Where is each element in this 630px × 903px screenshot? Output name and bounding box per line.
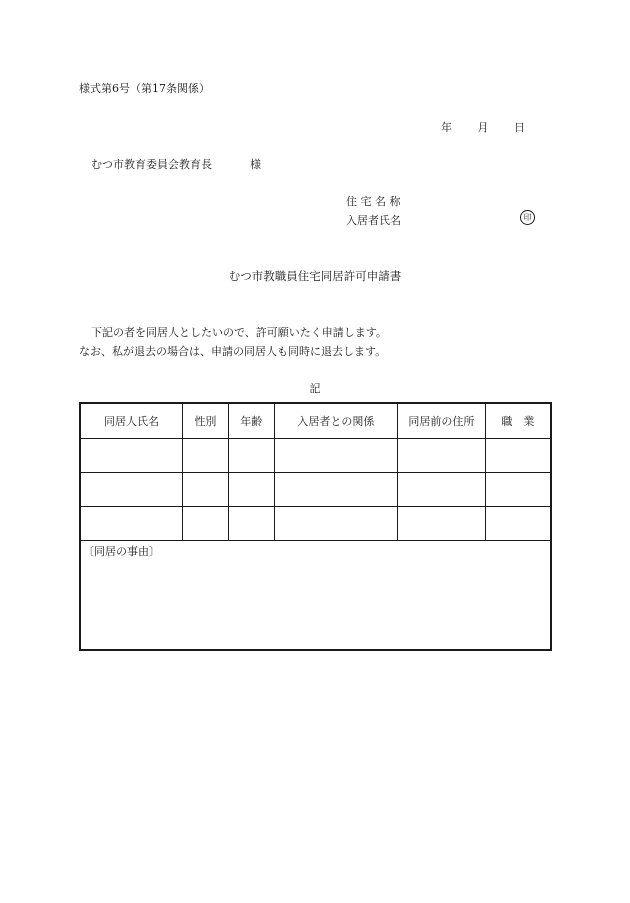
date-month-label: 月 <box>477 121 489 134</box>
header-cohabitant-name: 同居人氏名 <box>80 403 183 439</box>
cell-age[interactable] <box>228 473 274 507</box>
header-gender: 性別 <box>183 403 229 439</box>
form-number: 様式第6号（第17条関係） <box>79 82 210 95</box>
ki-heading: 記 <box>309 382 321 395</box>
cell-name[interactable] <box>80 473 183 507</box>
cell-relationship[interactable] <box>274 473 397 507</box>
table-row <box>80 439 551 473</box>
cell-gender[interactable] <box>183 473 229 507</box>
reason-label: 〔同居の事由〕 <box>83 545 160 558</box>
cell-gender[interactable] <box>183 439 229 473</box>
reason-cell[interactable] <box>80 541 551 651</box>
cell-occupation[interactable] <box>485 473 551 507</box>
cell-gender[interactable] <box>183 507 229 541</box>
cell-name[interactable] <box>80 507 183 541</box>
cell-relationship[interactable] <box>274 439 397 473</box>
cell-previous-address[interactable] <box>398 439 486 473</box>
table-header-row <box>80 403 551 439</box>
date-line <box>441 119 525 135</box>
body-text-line-2: なお、私が退去の場合は、申請の同居人も同時に退去します。 <box>79 345 387 358</box>
housing-name-label: 住 宅 名 称 <box>346 195 401 208</box>
cohabitant-table <box>79 402 552 651</box>
date-day-label: 日 <box>514 121 525 134</box>
header-previous-address: 同居前の住所 <box>398 403 486 439</box>
cell-age[interactable] <box>228 507 274 541</box>
cell-previous-address[interactable] <box>398 507 486 541</box>
header-relationship: 入居者との関係 <box>274 403 397 439</box>
resident-name-label: 入居者氏名 <box>346 214 401 227</box>
date-year-label: 年 <box>441 121 452 134</box>
addressee-name: むつ市教育委員会教育長 <box>91 158 212 171</box>
document-title: むつ市教職員住宅同居許可申請書 <box>228 269 402 283</box>
cell-occupation[interactable] <box>485 439 551 473</box>
cell-previous-address[interactable] <box>398 473 486 507</box>
cell-relationship[interactable] <box>274 507 397 541</box>
cell-name[interactable] <box>80 439 183 473</box>
table-row <box>80 507 551 541</box>
header-occupation: 職 業 <box>485 403 551 439</box>
table-row <box>80 473 551 507</box>
addressee-honorific: 様 <box>250 158 261 171</box>
reason-row <box>80 541 551 651</box>
cell-occupation[interactable] <box>485 507 551 541</box>
body-text-line-1: 下記の者を同居人としたいので、許可願いたく申請します。 <box>91 326 387 339</box>
cell-age[interactable] <box>228 439 274 473</box>
addressee <box>91 156 261 172</box>
header-age: 年齢 <box>228 403 274 439</box>
seal-icon: 印 <box>520 210 535 225</box>
